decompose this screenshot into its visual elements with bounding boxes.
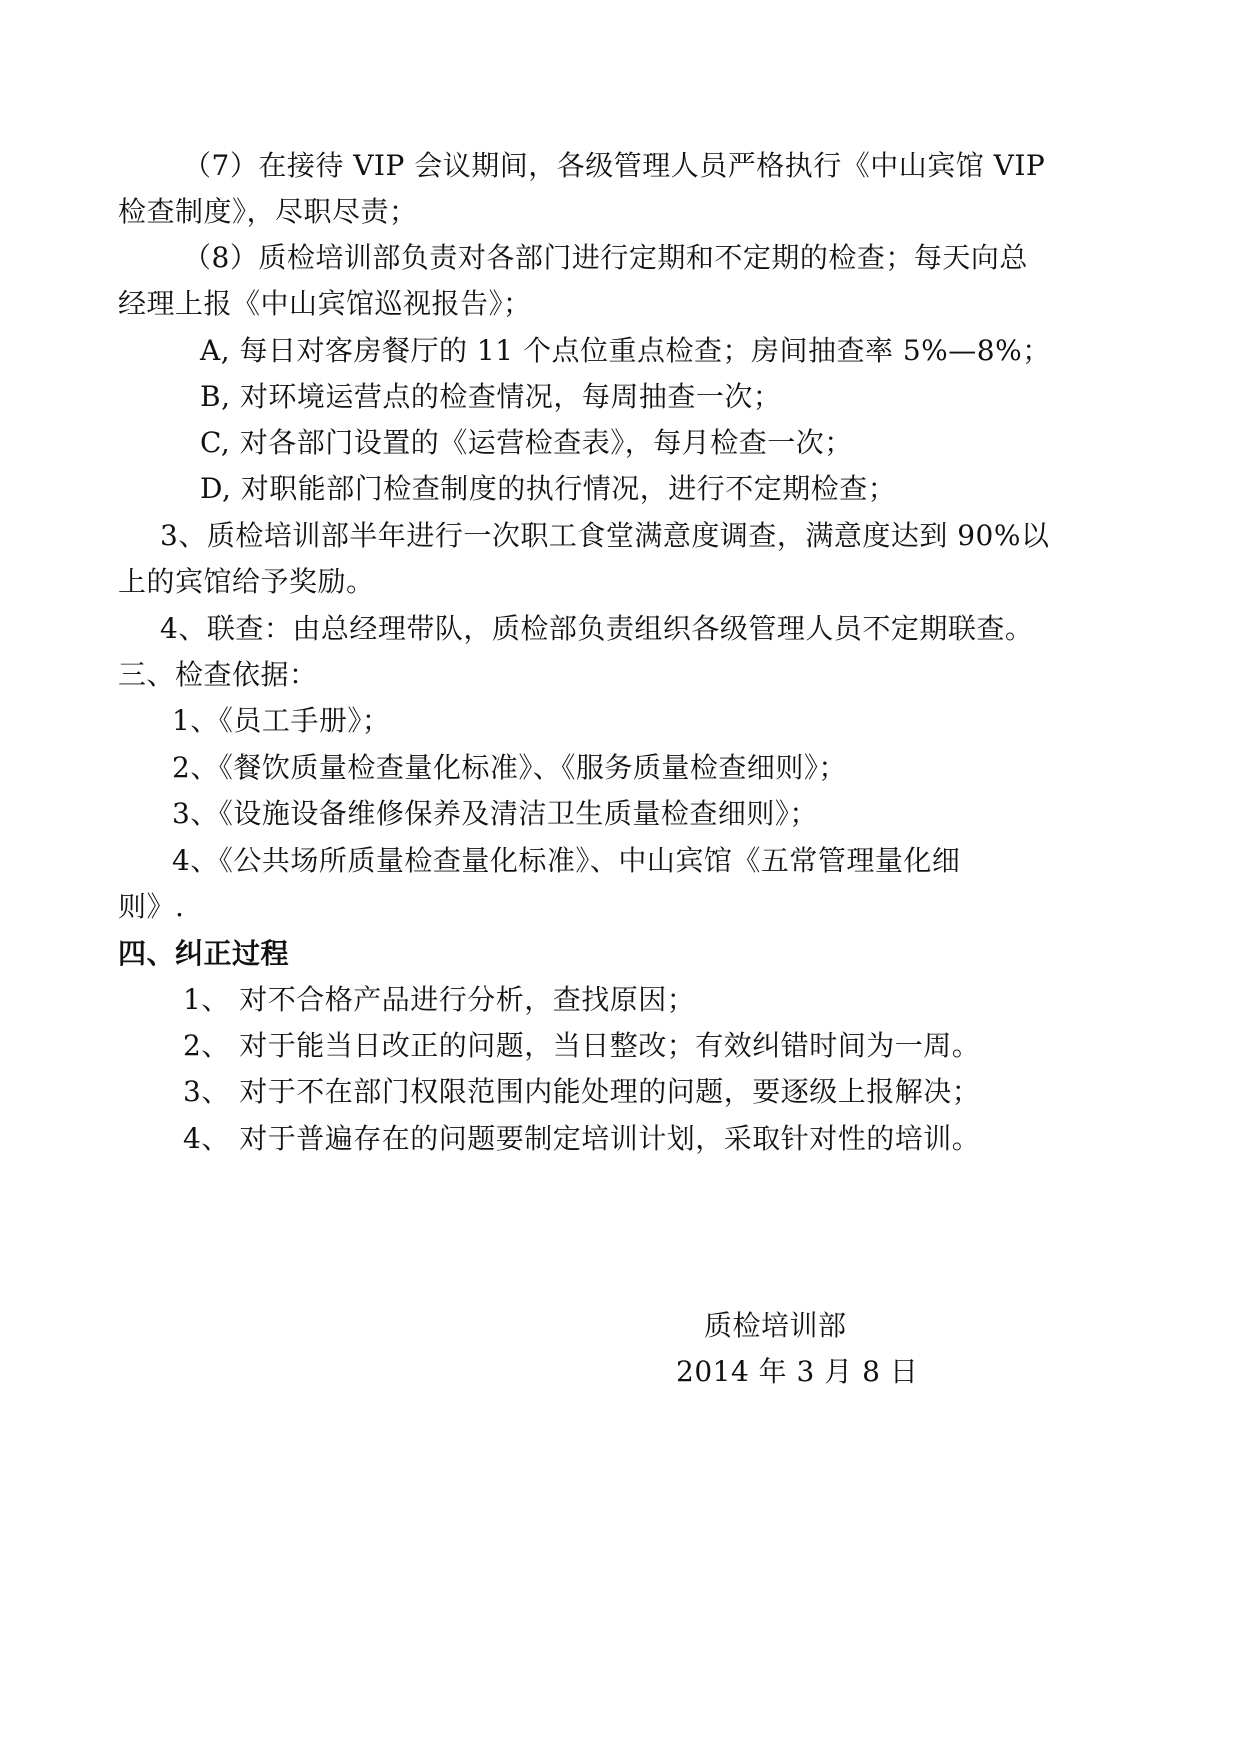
item7-line1: （7）在接待 VIP 会议期间，各级管理人员严格执行《中山宾馆 VIP bbox=[183, 149, 1046, 182]
section4-item1: 1、 对不合格产品进行分析，查找原因； bbox=[183, 983, 696, 1016]
section4-item4: 4、 对于普遍存在的问题要制定培训计划，采取针对性的培训。 bbox=[183, 1122, 981, 1155]
item3-line1: 3、质检培训部半年进行一次职工食堂满意度调查，满意度达到 90%以 bbox=[160, 519, 1050, 552]
item8-sub-d: D, 对职能部门检查制度的执行情况，进行不定期检查； bbox=[200, 472, 897, 505]
section4-item2: 2、 对于能当日改正的问题，当日整改；有效纠错时间为一周。 bbox=[183, 1029, 981, 1062]
item4-line1: 4、联查：由总经理带队，质检部负责组织各级管理人员不定期联查。 bbox=[160, 612, 1034, 645]
section3-item2: 2、《餐饮质量检查量化标准》、《服务质量检查细则》； bbox=[172, 751, 847, 784]
item3-line2: 上的宾馆给予奖励。 bbox=[118, 565, 375, 598]
item8-line2: 经理上报《中山宾馆巡视报告》； bbox=[118, 287, 532, 320]
item8-line1: （8）质检培训部负责对各部门进行定期和不定期的检查；每天向总 bbox=[183, 241, 1028, 274]
item8-sub-c: C, 对各部门设置的《运营检查表》，每月检查一次； bbox=[200, 426, 853, 459]
section4-heading: 四、纠正过程 bbox=[118, 937, 290, 970]
section4-item3: 3、 对于不在部门权限范围内能处理的问题，要逐级上报解决； bbox=[183, 1075, 981, 1108]
section3-heading: 三、检查依据： bbox=[118, 658, 318, 691]
section3-item3: 3、《设施设备维修保养及清洁卫生质量检查细则》； bbox=[172, 797, 818, 830]
signature-department: 质检培训部 bbox=[704, 1309, 847, 1342]
section3-item1: 1、《员工手册》； bbox=[172, 704, 391, 737]
signature-date: 2014 年 3 月 8 日 bbox=[676, 1355, 919, 1388]
section3-item4: 4、《公共场所质量检查量化标准》、中山宾馆《五常管理量化细 bbox=[172, 844, 961, 877]
item8-sub-a: A, 每日对客房餐厅的 11 个点位重点检查；房间抽查率 5%—8%； bbox=[200, 334, 1051, 367]
item8-sub-b: B, 对环境运营点的检查情况，每周抽查一次； bbox=[200, 380, 782, 413]
item7-line2: 检查制度》，尽职尽责； bbox=[118, 195, 418, 228]
section3-item4-cont: 则》. bbox=[118, 890, 185, 923]
